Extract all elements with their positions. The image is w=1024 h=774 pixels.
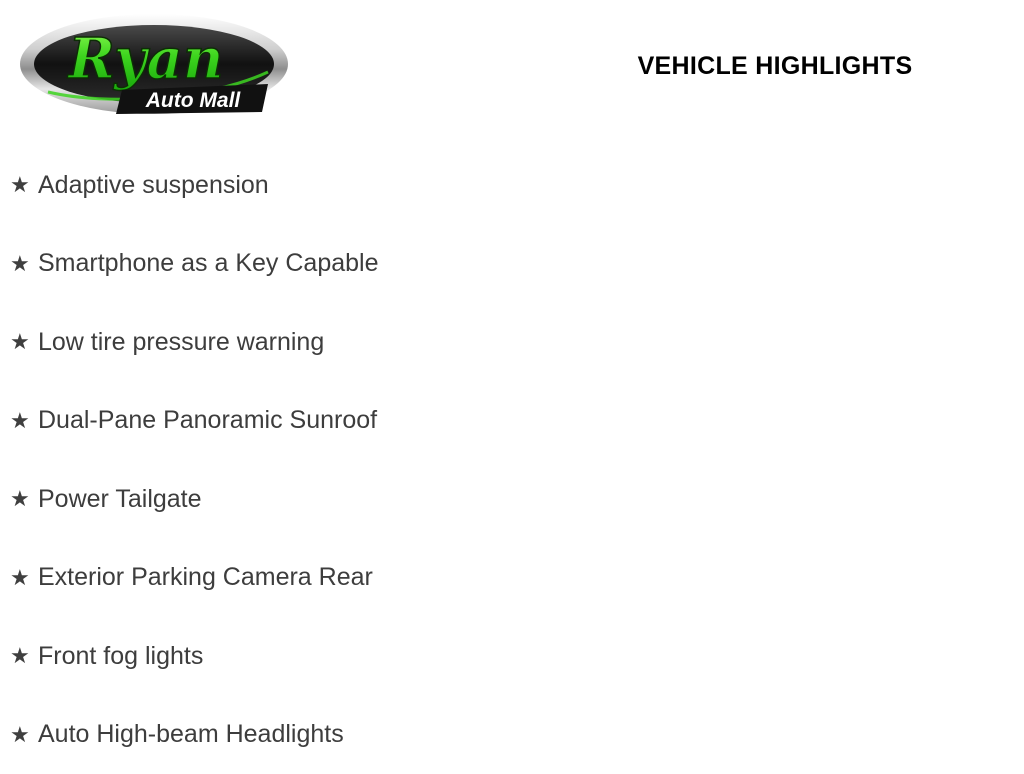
star-icon: ★: [10, 645, 38, 667]
list-item: [0, 539, 1024, 618]
list-item: [0, 303, 1024, 382]
page-header: [0, 0, 1024, 130]
page-title: VEHICLE HIGHLIGHTS: [560, 52, 990, 81]
list-item: [0, 617, 1024, 696]
star-icon: ★: [10, 331, 38, 353]
list-item: [0, 696, 1024, 774]
ryan-auto-mall-logo: [18, 8, 290, 120]
star-icon: ★: [10, 567, 38, 589]
star-icon: ★: [10, 253, 38, 275]
star-icon: ★: [10, 174, 38, 196]
svg-text:Auto Mall: Auto Mall: [145, 89, 242, 112]
highlight-label: Low tire pressure warning: [38, 329, 324, 357]
highlight-label: Smartphone as a Key Capable: [38, 250, 379, 278]
star-icon: ★: [10, 410, 38, 432]
list-item: [0, 460, 1024, 539]
highlight-label: Dual-Pane Panoramic Sunroof: [38, 407, 377, 435]
svg-text:Ryan: Ryan: [66, 26, 223, 92]
star-icon: ★: [10, 724, 38, 746]
highlight-label: Auto High-beam Headlights: [38, 721, 344, 749]
star-icon: ★: [10, 488, 38, 510]
highlight-label: Exterior Parking Camera Rear: [38, 564, 373, 592]
vehicle-highlights-list: [0, 146, 1024, 774]
list-item: [0, 382, 1024, 461]
list-item: [0, 225, 1024, 304]
list-item: [0, 146, 1024, 225]
highlight-label: Adaptive suspension: [38, 172, 269, 200]
highlight-label: Front fog lights: [38, 643, 203, 671]
highlight-label: Power Tailgate: [38, 486, 202, 514]
